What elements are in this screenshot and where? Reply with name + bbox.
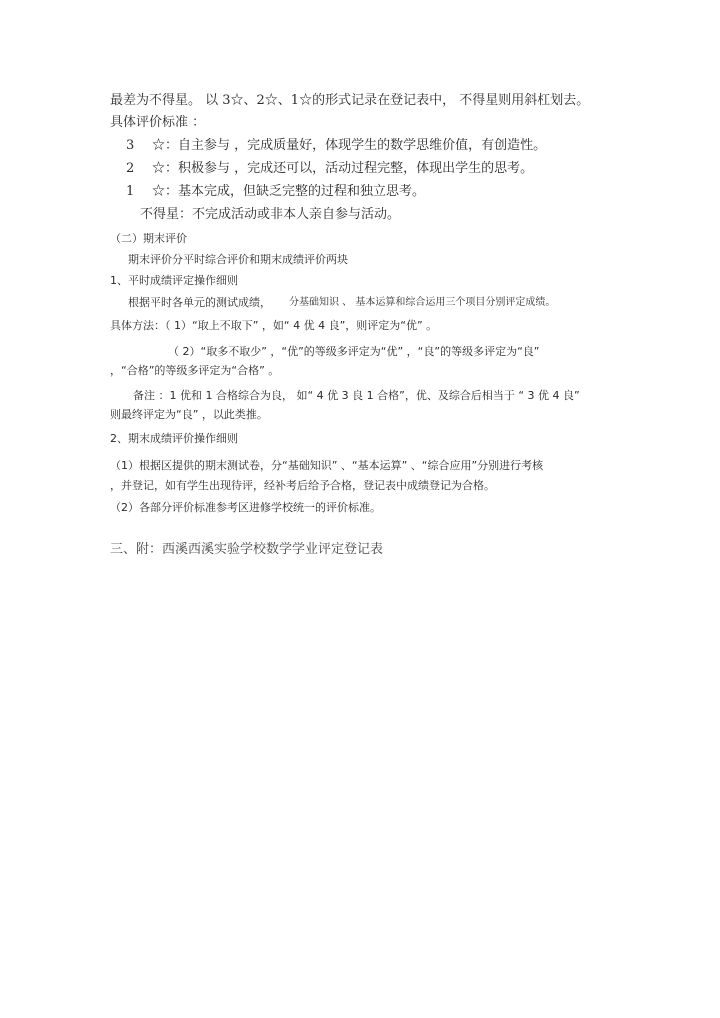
item2-p1-line1: （1）根据区提供的期末测试卷，分“基础知识” 、“基本运算” 、“综合应用”分别进行考核 [110,459,544,472]
criteria-text: ☆：基本完成，但缺乏完整的过程和独立思考。 [152,184,426,199]
rule2-line1: （ 2）“取多不取少” ，“优”的等级多评定为“优” ，“良”的等级多评定为“良” [168,345,540,358]
item2-p1-line2: ，并登记，如有学生出现待评，经补考后给予合格，登记表中成绩登记为合格。 [110,479,495,492]
criteria-text: ☆：自主参与 ，完成质量好，体现学生的数学思维价值，有创造性。 [152,138,547,153]
criteria-title: 具体评价标准 ： [110,115,206,130]
item2-title: 2、期末成绩评价操作细则 [110,432,238,445]
section2-intro: 期末评价分平时综合评价和期末成绩评价两块 [128,253,348,266]
criteria-level: 1 [126,184,135,199]
criteria-item [126,162,533,175]
criteria-item [126,185,425,198]
note-line1: 备注 ：1 优和 1 合格综合为良， 如“ 4 优 3 良 1 合格”，优、及综合后相当于 “ 3 优 4 良” [133,389,580,402]
method-line: 具体方法：（ 1）“取上不取下” ，如“ 4 优 4 良”，则评定为“优” 。 [110,319,438,332]
note-line2: 则最终评定为“良” ，以此类推。 [110,408,268,421]
rule2-line2: ，“合格”的等级多评定为“合格” 。 [110,364,280,377]
section3-title: 三、附：西溪西溪实验学校数学学业评定登记表 [110,542,384,557]
intro-line: 最差为不得星。 以 3☆、2☆、1☆的形式记录在登记表中， 不得星则用斜杠划去。 [110,93,590,108]
criteria-level: 2 [126,161,135,176]
item2-p2: （2）各部分评价标准参考区进修学校统一的评价标准。 [110,501,381,514]
criteria-item [126,139,546,152]
item1-basis-b: 分基础知识 、 基本运算和综合运用三个项目分别评定成绩。 [289,297,556,308]
no-star-line: 不得星：不完成活动或非本人亲自参与活动。 [140,207,401,222]
criteria-level: 3 [126,138,135,153]
item1-title: 1、平时成绩评定操作细则 [110,274,238,287]
section2-title: （二）期末评价 [110,232,187,245]
criteria-text: ☆：积极参与 ，完成还可以，活动过程完整，体现出学生的思考。 [152,161,534,176]
item1-basis-a: 根据平时各单元的测试成绩， [128,296,271,309]
